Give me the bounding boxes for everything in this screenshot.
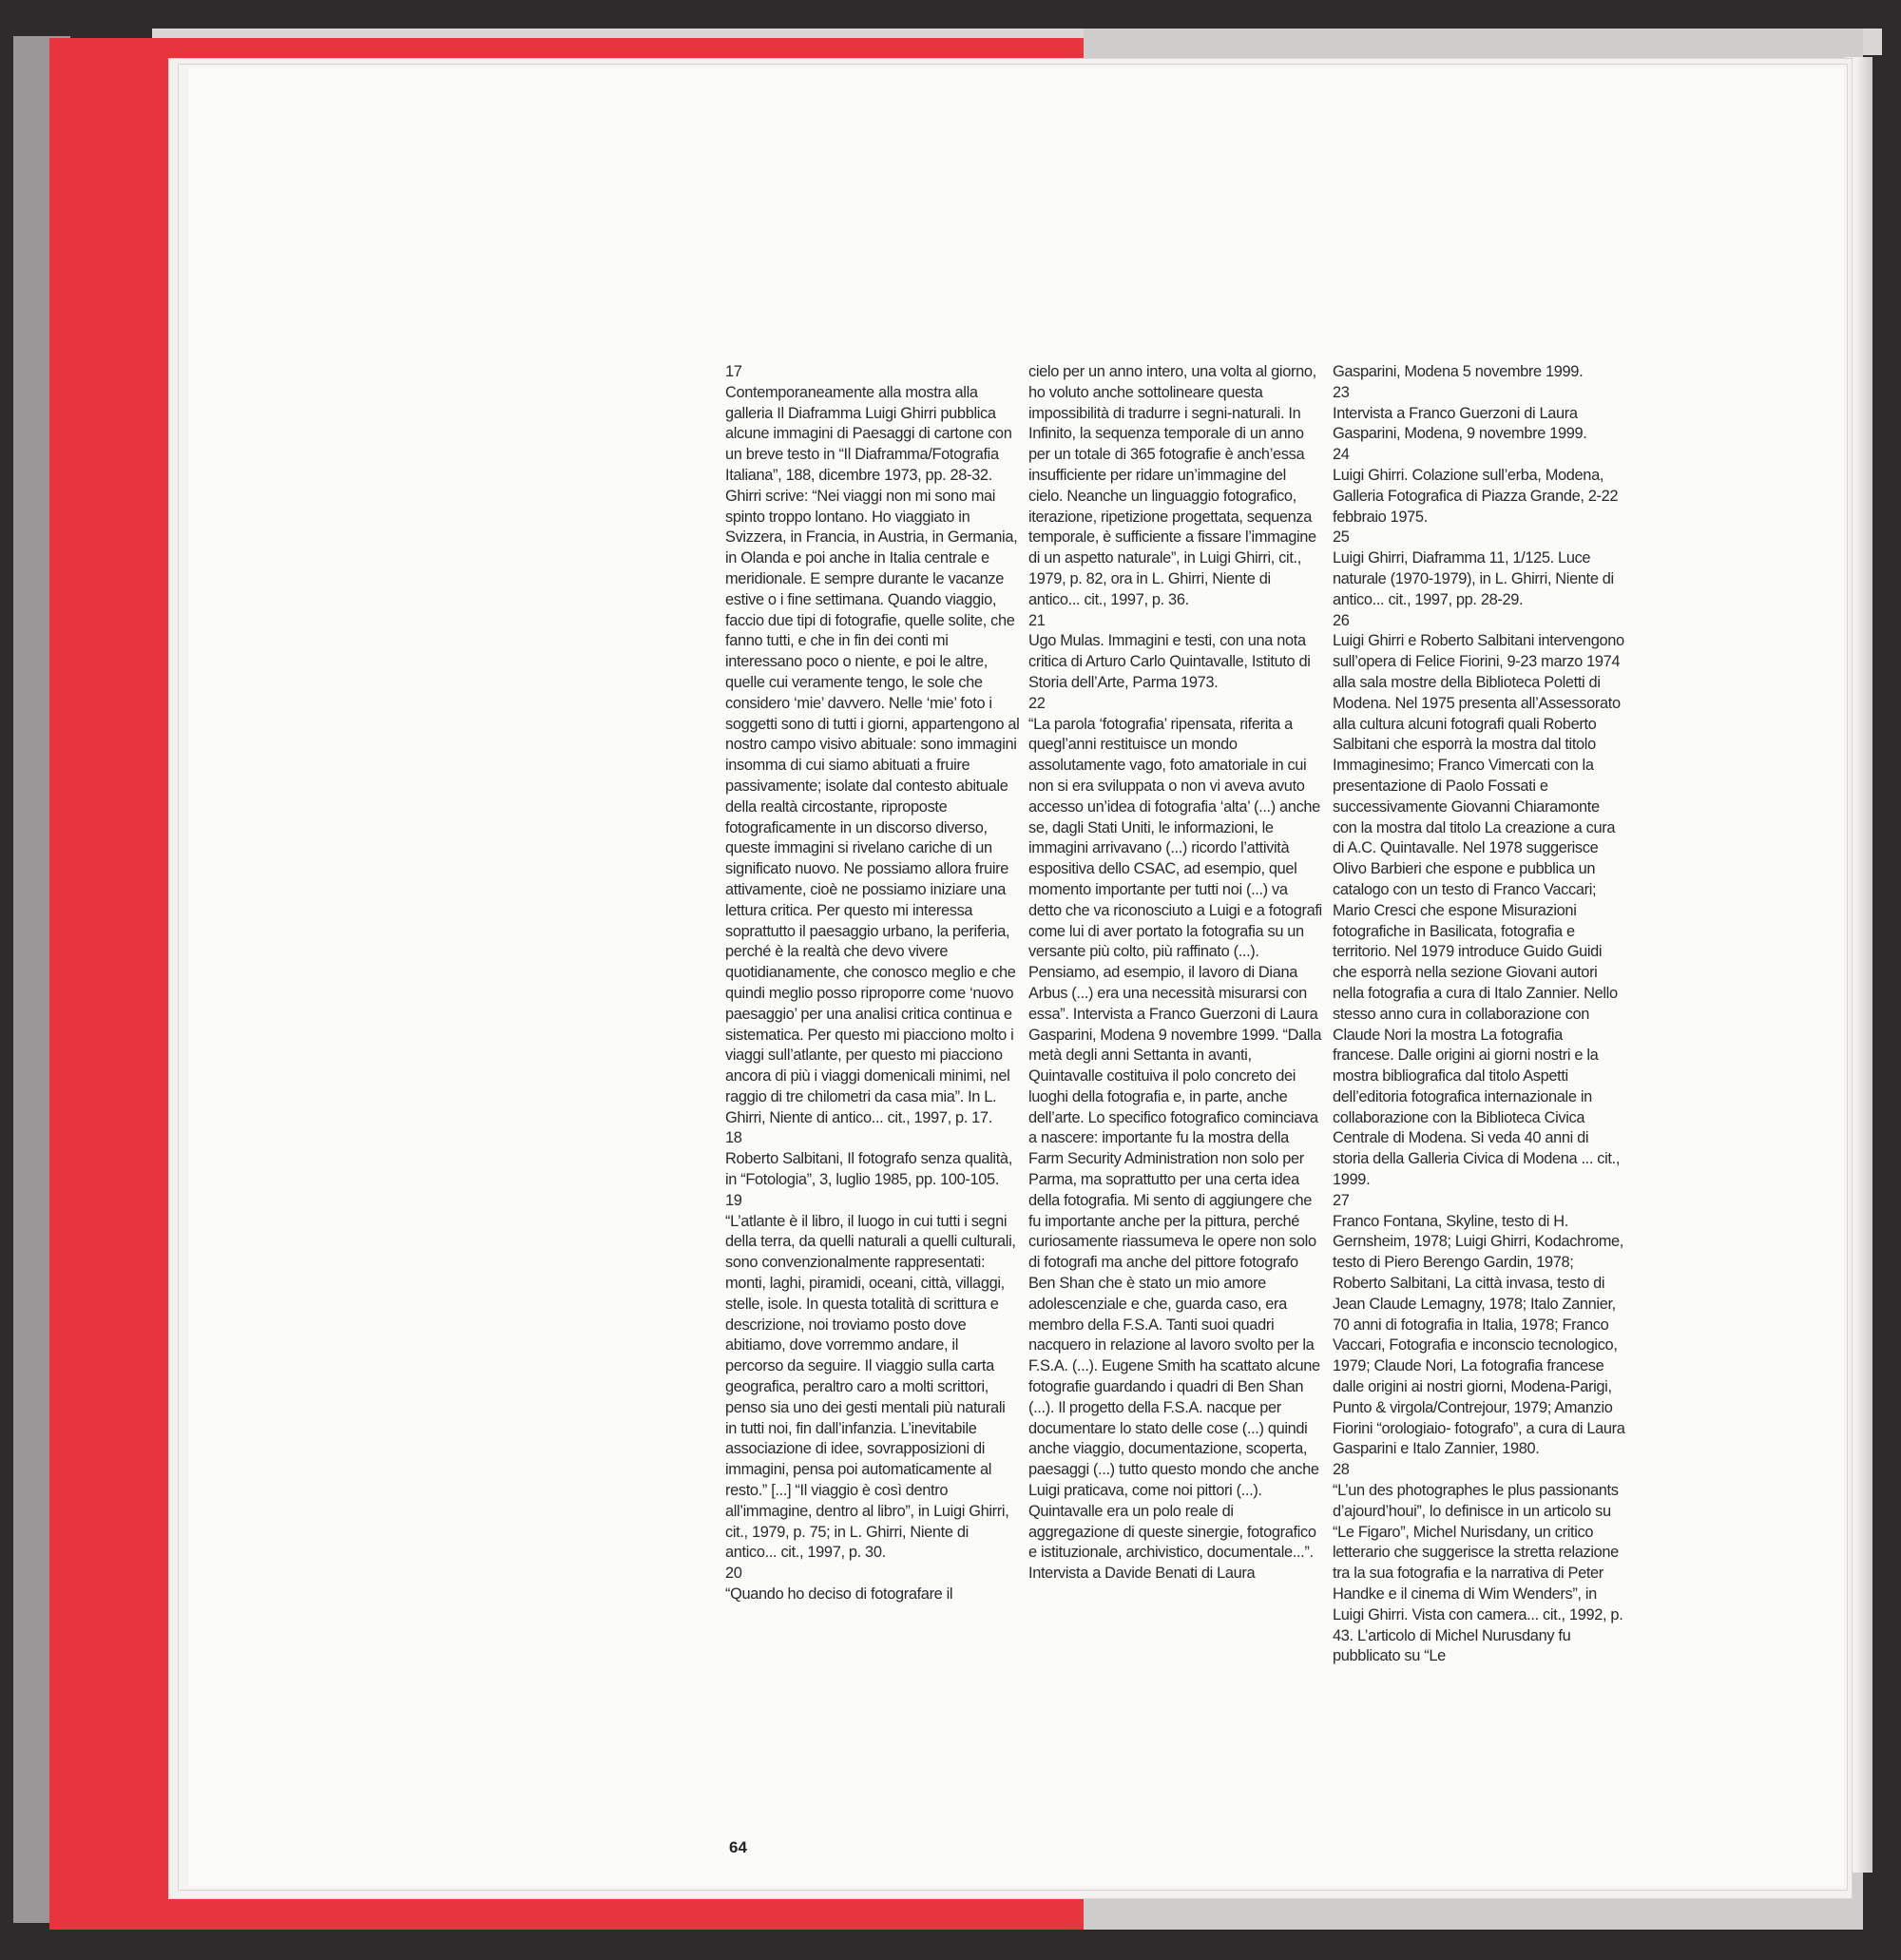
footnote-number: 26 — [1333, 611, 1350, 629]
footnote-text: Ugo Mulas. Immagini e testi, con una nota critica di Arturo Carlo Quintavalle, Istituto di Storia dell’Arte, Parma 1973. — [1028, 632, 1311, 691]
footnote-number: 21 — [1028, 611, 1046, 629]
footnote — [1028, 611, 1323, 694]
text-column-3 — [1333, 362, 1627, 1667]
footnote-number: 19 — [725, 1191, 742, 1209]
footnote-text: Roberto Salbitani, Il fotografo senza qualità, in “Fotologia”, 3, luglio 1985, pp. 100-105. — [725, 1150, 1012, 1189]
footnote — [1028, 362, 1323, 611]
footnote — [1333, 528, 1627, 610]
footnote-text: Contemporaneamente alla mostra alla galleria Il Diaframma Luigi Ghirri pubblica alcune immagini di Paesaggi di cartone con un breve testo in “Il Diaframma/Fotografia Italiana”, 188, dicembre 1973, pp. 28-32. Ghirri scrive: “Nei viaggi non mi sono mai spinto troppo lontano. Ho viaggiato in Svizzera, in Francia, in Austria, in Germania, in Olanda e poi anche in Italia centrale e meridionale. E sempre durante le vacanze estive o i fine settimana. Quando viaggio, faccio due tipi di fotografie, quelle solite, che fanno tutti, e che in fin dei conti mi interessano poco o niente, e poi le altre, quelle cui veramente tengo, le sole che considero ‘mie’ davvero. Nelle ‘mie’ foto i soggetti sono di tutti i giorni, appartengono al nostro campo visivo abituale: sono immagini insomma di cui siamo abituati a fruire passivamente; isolate dal contesto abituale della realtà circostante, riproposte fotograficamente in un discorso diverso, queste immagini si rivelano cariche di un significato nuovo. Ne possiamo allora fruire attivamente, cioè ne possiamo iniziare una lettura critica. Per questo mi interessa soprattutto il paesaggio urbano, la periferia, perché è la realtà che devo vivere quotidianamente, che conosco meglio e che quindi meglio posso riproporre come ‘nuovo paesaggio’ per una analisi critica continua e sistematica. Per questo mi piacciono molto i viaggi sull’atlante, per questo mi piacciono ancora di più i viaggi domenicali minimi, nel raggio di tre chilometri da casa mia”. In L. Ghirri, Niente di antico... cit., 1997, p. 17. — [725, 383, 1020, 1126]
footnote — [725, 1191, 1020, 1564]
footnote-text: Franco Fontana, Skyline, testo di H. Gernsheim, 1978; Luigi Ghirri, Kodachrome, testo di Piero Berengo Gardin, 1978; Roberto Salbitani, La città invasa, testo di Jean Claude Lemagny, 1978; Italo Zannier, 70 anni di fotografia in Italia, 1978; Franco Vaccari, Fotografia e inconscio tecnologico, 1979; Claude Nori, La fotografia francese dalle origini ai nostri giorni, Modena-Parigi, Punto & virgola/Contrejour, 1979; Amanzio Fiorini “orologiaio- fotografo”, a cura di Laura Gasparini e Italo Zannier, 1980. — [1333, 1212, 1625, 1458]
text-column-2 — [1028, 362, 1323, 1585]
footnote — [725, 1128, 1020, 1190]
page-number: 64 — [729, 1838, 747, 1856]
footnote-text: Luigi Ghirri, Diaframma 11, 1/125. Luce naturale (1970-1979), in L. Ghirri, Niente di antico... cit., 1997, pp. 28-29. — [1333, 549, 1614, 608]
footnote-text: Luigi Ghirri e Roberto Salbitani intervengono sull’opera di Felice Fiorini, 9-23 marzo 1974 alla sala mostre della Biblioteca Poletti di Modena. Nel 1975 presenta all’Assessorato alla cultura alcuni fotografi quali Roberto Salbitani che esporrà la mostra dal titolo Immaginesimo; Franco Vimercati con la presentazione di Paolo Fossati e successivamente Giovanni Chiaramonte con la mostra dal titolo La creazione a cura di A.C. Quintavalle. Nel 1978 suggerisce Olivo Barbieri che espone e pubblica un catalogo con un testo di Franco Vaccari; Mario Cresci che espone Misurazioni fotografiche in Basilicata, fotografia e territorio. Nel 1979 introduce Guido Guidi che esporrà nella sezione Giovani autori nella fotografia a cura di Italo Zannier. Nello stesso anno cura in collaborazione con Claude Nori la mostra La fotografia francese. Dalle origini ai giorni nostri e la mostra bibliografica dal titolo Aspetti dell’editoria fotografica internazionale in collaborazione con la Biblioteca Civica Centrale di Modena. Si veda 40 anni di storia della Galleria Civica di Modena ... cit., 1999. — [1333, 632, 1624, 1189]
footnote-number: 17 — [725, 363, 742, 380]
footnote — [1333, 445, 1627, 528]
footnote-number: 28 — [1333, 1461, 1350, 1479]
footnote-text: “La parola ‘fotografia’ ripensata, riferita a quegl’anni restituisce un mondo assolutamente vago, foto amatoriale in cui non si era sviluppata o non vi aveva avuto accesso un’idea di fotografia ‘alta’ (...) anche se, dagli Stati Uniti, le informazioni, le immagini arrivavano (...) ricordo l’attività espositiva dello CSAC, ad esempio, quel momento importante per tutti noi (...) va detto che va riconosciuto a Luigi e a fotografi come lui di aver portato la fotografia su un versante più colto, più raffinato (...). Pensiamo, ad esempio, il lavoro di Diana Arbus (...) era una necessità misurarsi con essa”. Intervista a Franco Guerzoni di Laura Gasparini, Modena 9 novembre 1999. “Dalla metà degli anni Settanta in avanti, Quintavalle costituiva il polo concreto dei luoghi della fotografia e, in parte, anche dell’arte. Lo specifico fotografico cominciava a nascere: importante fu la mostra della Farm Security Administration non solo per Parma, ma soprattutto per una certa idea della fotografia. Mi sento di aggiungere che fu importante anche per la pittura, perché curiosamente riassumeva le opere non solo di fotografi ma anche del pittore fotografo Ben Shan che è stato un mio amore adolescenziale e che, guarda caso, era membro della F.S.A. Tanti suoi quadri nacquero in relazione al lavoro svolto per la F.S.A. (...). Eugene Smith ha scattato alcune fotografie guardando i quadri di Ben Shan (...). Il progetto della F.S.A. nacque per documentare lo stato delle cose (...) quindi anche viaggio, documentazione, scoperta, paesaggi (...) tutto questo mondo che anche Luigi praticava, come noi pittori (...). Quintavalle era un polo reale di aggregazione di queste sinergie, fotografico e istituzionale, archivistico, documentale...”. Intervista a Davide Benati di Laura — [1028, 715, 1322, 1583]
footnote-text: “Quando ho deciso di fotografare il — [725, 1585, 953, 1604]
footnote-number: 27 — [1333, 1191, 1350, 1209]
footnote-number: 25 — [1333, 528, 1350, 547]
footnote — [1333, 383, 1627, 445]
footnote-number: 18 — [725, 1129, 742, 1147]
footnote — [1333, 1460, 1627, 1667]
footnote — [1028, 694, 1323, 1585]
footnote-text: cielo per un anno intero, una volta al giorno, ho voluto anche sottolineare questa impossibilità di tradurre i segni-naturali. In Infinito, la sequenza temporale di un anno per un totale di 365 fotografie è anch’essa insufficiente per ridare un’immagine del cielo. Neanche un linguaggio fotografico, iterazione, ripetizione progettata, sequenza temporale, è sufficiente a fissare l’immagine di un aspetto naturale”, in Luigi Ghirri, cit., 1979, p. 82, ora in L. Ghirri, Niente di antico... cit., 1997, p. 36. — [1028, 363, 1316, 608]
footnote — [725, 1564, 1020, 1605]
footnote-text: “L’un des photographes le plus passionants d’ajourd’houi”, lo definisce in un articolo su “Le Figaro”, Michel Nurisdany, un critico letterario che suggerisce la stretta relazione tra la sua fotografia e la narrativa di Peter Handke e il cinema di Wim Wenders”, in Luigi Ghirri. Vista con camera... cit., 1992, p. 43. L’articolo di Michel Nurusdany fu pubblicato su “Le — [1333, 1482, 1623, 1665]
footnote — [1333, 611, 1627, 1191]
footnote-text: “L’atlante è il libro, il luogo in cui tutti i segni della terra, da quelli naturali a quelli culturali, sono convenzionalmente rappresentati: monti, laghi, piramidi, oceani, città, villaggi, stelle, isole. In questa totalità di scrittura e descrizione, noi troviamo posto dove abitiamo, dove vorremmo andare, il percorso da seguire. Il viaggio sulla carta geografica, peraltro caro a molti scrittori, penso sia uno dei gesti mentali più naturali in tutti noi, fin dall’infanzia. L’inevitabile associazione di idee, sovrapposizioni di immagini, pensa poi automaticamente al resto.” [...] “Il viaggio è così dentro all’immagine, dentro al libro”, in Luigi Ghirri, cit., 1979, p. 75; in L. Ghirri, Niente di antico... cit., 1997, p. 30. — [725, 1212, 1016, 1562]
footnote-number: 20 — [725, 1565, 742, 1583]
footnote-number: 23 — [1333, 383, 1350, 401]
footnote — [1333, 1191, 1627, 1460]
text-column-1 — [725, 362, 1020, 1605]
footnote-text: Luigi Ghirri. Colazione sull’erba, Modena, Galleria Fotografica di Piazza Grande, 2-22 febbraio 1975. — [1333, 466, 1619, 526]
footnote — [1333, 362, 1627, 383]
footnote-number: 24 — [1333, 446, 1350, 464]
footnote-number: 22 — [1028, 694, 1046, 712]
footnote-text: Gasparini, Modena 5 novembre 1999. — [1333, 363, 1584, 380]
footnote — [725, 362, 1020, 1128]
footnote-text: Intervista a Franco Guerzoni di Laura Gasparini, Modena, 9 novembre 1999. — [1333, 404, 1587, 443]
